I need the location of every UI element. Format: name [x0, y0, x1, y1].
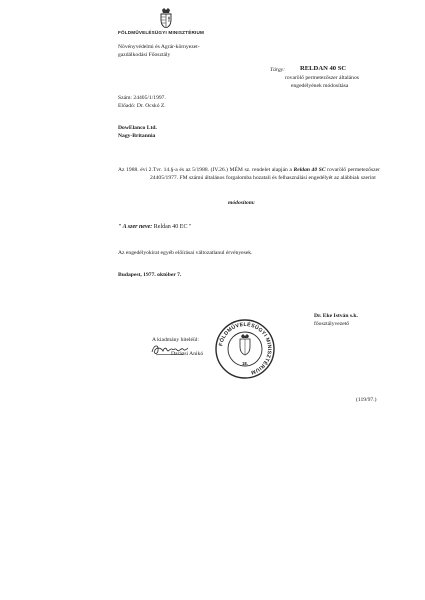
body-intro-part1: Az 1988. évi 2.Tvr. 14.§-a és az 5/1988. (IV.26.) MÉM sz. rendelet alapján a: [118, 167, 294, 173]
reference-number-value: 24405/1/1997.: [133, 95, 166, 101]
body-closing: Az engedélyokirat egyéb előírásai változatlanul érvényesek.: [118, 250, 253, 256]
subject-prefix: Tárgy:: [270, 67, 286, 73]
addressee-company: DowElanco Ltd.: [118, 125, 157, 131]
reference-officer: [118, 103, 166, 110]
body-intro-paragraph: [118, 167, 380, 182]
footer-code: (119/97.): [356, 397, 377, 403]
department-line-2: gazdálkodási Főosztály: [118, 52, 171, 58]
certification-signer: Darázsi Anikó: [171, 351, 204, 357]
department-line-1: Növényvédelmi és Agrár-környezet-: [118, 44, 200, 50]
body-change-value: Reldan 40 EC ": [153, 224, 192, 230]
reference-officer-label: Előadó:: [118, 103, 136, 109]
body-change: [118, 224, 191, 231]
subject-line-3: engedélyének módosítása: [291, 83, 349, 89]
body-date: Budapest, 1977. október 7.: [118, 272, 182, 278]
addressee-country: Nagy-Britannia: [118, 133, 156, 139]
subject-line-2: rovarölő permetezőszer általános: [285, 75, 359, 81]
ministry-seal-stamp: [214, 318, 276, 385]
body-intro-product: Reldan 40 SC: [293, 167, 326, 173]
body-action: módosítom:: [228, 200, 256, 206]
body-change-prefix: " A szer neve:: [118, 224, 153, 230]
reference-officer-value: Dr. Ocskó Z.: [136, 103, 166, 109]
ministry-name: FÖLDMŰVELÉSÜGYI MINISZTÉRIUM: [118, 30, 204, 35]
reference-number-label: Szám:: [118, 95, 132, 101]
subject-product: RELDAN 40 SC: [300, 65, 347, 72]
seal-number: 18.: [242, 361, 248, 366]
body-intro-part2: rovarölő permetezőszer 24405/1977. FM számú általános forgalomba hozatali és felhasználási engedélyét az alábbiak szerint: [150, 167, 380, 181]
signature-name: Dr. Eke István s.k.: [314, 313, 358, 319]
reference-number: [118, 95, 166, 102]
seal-text: FÖLDMŰVELÉSÜGYI MINISZTÉRIUM: [218, 321, 273, 376]
signature-title: főosztályvezető: [314, 321, 350, 327]
certification-text: A kiadmány hiteléül:: [152, 337, 199, 343]
